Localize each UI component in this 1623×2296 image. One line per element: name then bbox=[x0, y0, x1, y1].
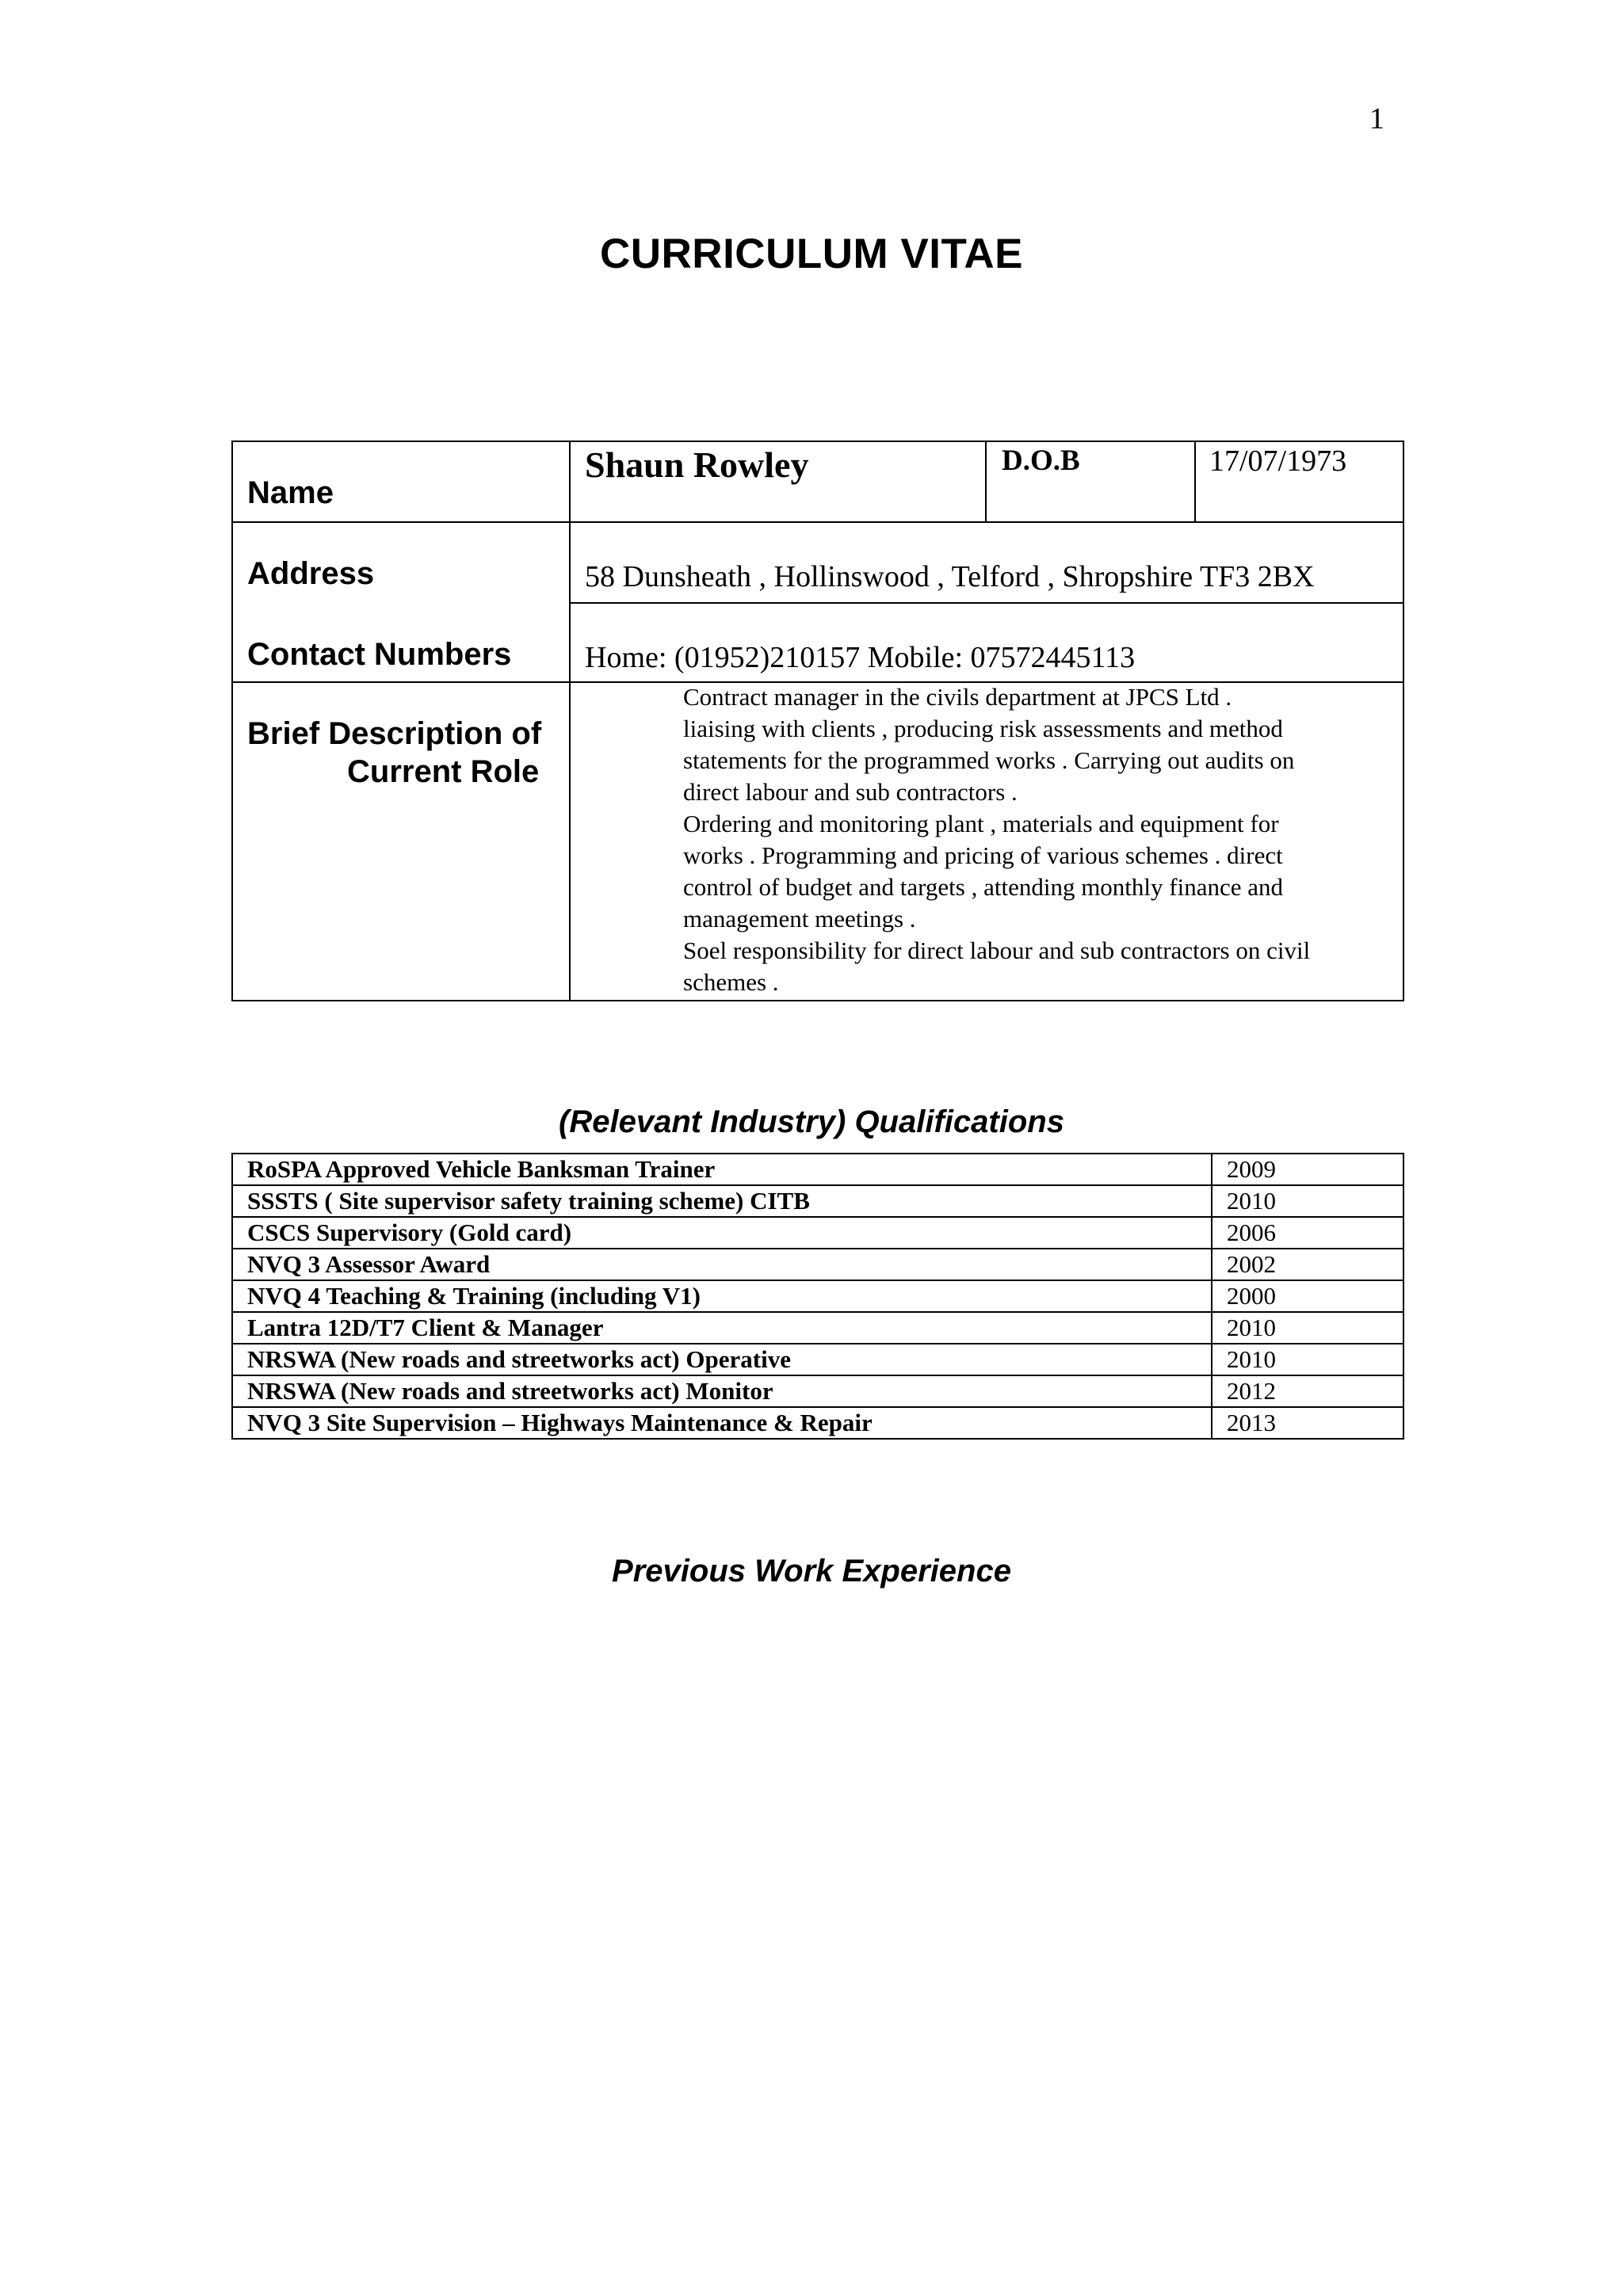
qualification-year: 2010 bbox=[1212, 1344, 1403, 1375]
qualification-name: CSCS Supervisory (Gold card) bbox=[232, 1217, 1212, 1249]
role-line: Ordering and monitoring plant , materials and equipment for bbox=[683, 810, 1279, 837]
qualification-name: NRSWA (New roads and streetworks act) Operative bbox=[232, 1344, 1212, 1375]
address-value: 58 Dunsheath , Hollinswood , Telford , Shropshire TF3 2BX bbox=[585, 560, 1315, 593]
table-row bbox=[232, 1407, 1403, 1439]
dob-label: D.O.B bbox=[1002, 444, 1080, 477]
qualification-name: SSSTS ( Site supervisor safety training scheme) CITB bbox=[232, 1185, 1212, 1217]
table-row bbox=[232, 1249, 1403, 1280]
table-row bbox=[232, 1217, 1403, 1249]
role-line: management meetings . bbox=[683, 905, 916, 933]
qualification-year: 2009 bbox=[1212, 1154, 1403, 1185]
contact-numbers-label: Contact Numbers bbox=[247, 637, 512, 672]
dob-value-divider bbox=[1194, 442, 1196, 521]
qualification-name: NRSWA (New roads and streetworks act) Monitor bbox=[232, 1375, 1212, 1407]
page-number: 1 bbox=[1369, 102, 1384, 135]
dob-label-divider bbox=[985, 442, 987, 521]
address-label: Address bbox=[247, 556, 375, 591]
qualification-year: 2002 bbox=[1212, 1249, 1403, 1280]
row-divider bbox=[233, 521, 1403, 523]
table-row bbox=[232, 1375, 1403, 1407]
name-value: Shaun Rowley bbox=[585, 444, 809, 485]
table-row bbox=[232, 1185, 1403, 1217]
role-line: direct labour and sub contractors . bbox=[683, 778, 1018, 806]
row-divider bbox=[569, 602, 1403, 604]
qualifications-table bbox=[231, 1153, 1404, 1440]
work-experience-heading: Previous Work Experience bbox=[612, 1554, 1011, 1589]
role-line: Soel responsibility for direct labour and sub contractors on civil bbox=[683, 936, 1311, 964]
role-description bbox=[683, 681, 1400, 998]
role-line: schemes . bbox=[683, 968, 779, 996]
role-label-line2: Current Role bbox=[347, 754, 540, 789]
role-line: liaising with clients , producing risk assessments and method bbox=[683, 715, 1283, 742]
role-line: Contract manager in the civils department at JPCS Ltd . bbox=[683, 683, 1232, 711]
personal-details-table bbox=[231, 441, 1404, 1001]
role-line: statements for the programmed works . Carrying out audits on bbox=[683, 746, 1295, 774]
role-label-line1: Brief Description of bbox=[247, 716, 542, 751]
document-title: CURRICULUM VITAE bbox=[599, 231, 1024, 277]
qualification-year: 2010 bbox=[1212, 1185, 1403, 1217]
qualification-name: NVQ 4 Teaching & Training (including V1) bbox=[232, 1280, 1212, 1312]
table-row bbox=[232, 1344, 1403, 1375]
table-row bbox=[232, 1280, 1403, 1312]
qualification-name: NVQ 3 Assessor Award bbox=[232, 1249, 1212, 1280]
qualification-name: Lantra 12D/T7 Client & Manager bbox=[232, 1312, 1212, 1344]
qualifications-heading: (Relevant Industry) Qualifications bbox=[559, 1104, 1064, 1139]
table-row bbox=[232, 1312, 1403, 1344]
table-row bbox=[232, 1154, 1403, 1185]
column-divider bbox=[569, 442, 571, 1000]
qualification-year: 2000 bbox=[1212, 1280, 1403, 1312]
qualification-year: 2012 bbox=[1212, 1375, 1403, 1407]
contact-numbers-value: Home: (01952)210157 Mobile: 07572445113 bbox=[585, 641, 1136, 674]
qualification-year: 2013 bbox=[1212, 1407, 1403, 1439]
role-line: works . Programming and pricing of various schemes . direct bbox=[683, 841, 1283, 869]
role-line: control of budget and targets , attending monthly finance and bbox=[683, 873, 1284, 901]
dob-value: 17/07/1973 bbox=[1209, 444, 1347, 478]
name-label: Name bbox=[247, 475, 334, 510]
qualification-name: NVQ 3 Site Supervision – Highways Maintenance & Repair bbox=[232, 1407, 1212, 1439]
qualification-year: 2006 bbox=[1212, 1217, 1403, 1249]
qualification-year: 2010 bbox=[1212, 1312, 1403, 1344]
qualification-name: RoSPA Approved Vehicle Banksman Trainer bbox=[232, 1154, 1212, 1185]
